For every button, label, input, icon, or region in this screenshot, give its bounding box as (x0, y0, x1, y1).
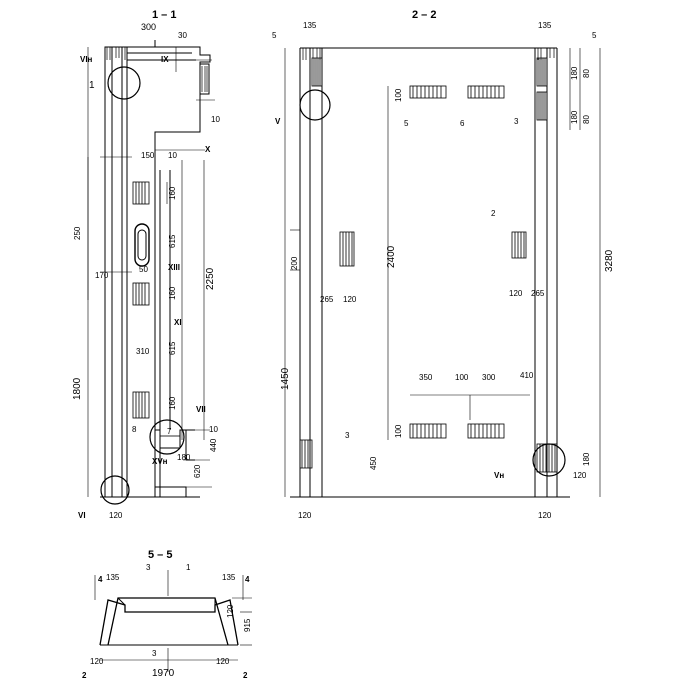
view-1-1-title: 1 – 1 (152, 9, 177, 21)
mark-4-left: 4 (98, 575, 103, 584)
callout-5: 5 (404, 119, 409, 128)
dim-160b: 160 (168, 286, 177, 300)
dim-265b: 265 (531, 289, 545, 298)
mark-xvn: XVн (152, 457, 168, 466)
dim-180: 180 (177, 453, 191, 462)
dim-120-v11: 120 (109, 511, 123, 520)
dim-right-135: 135 (538, 21, 552, 30)
dim-3-bottom: 3 (152, 649, 157, 658)
dim-left-5: 5 (272, 31, 277, 40)
dim-180c: 180 (582, 452, 591, 466)
mark-vn: Vн (494, 471, 505, 480)
dim-160c: 160 (168, 396, 177, 410)
dim-120-55l: 120 (90, 657, 104, 666)
mark-xiii: XIII (168, 263, 181, 272)
mark-v: V (275, 117, 281, 126)
dim-100a: 100 (394, 88, 403, 102)
dim-135b: 135 (222, 573, 236, 582)
callout-7: 7 (167, 427, 172, 436)
callout-2: 2 (491, 209, 496, 218)
dim-300: 300 (482, 373, 496, 382)
dim-80a: 80 (582, 69, 591, 78)
dim-915: 915 (243, 618, 252, 632)
dim-right-5: 5 (592, 31, 597, 40)
mark-1-top: 1 (186, 563, 191, 572)
dim-620: 620 (193, 464, 202, 478)
callout-1: 1 (89, 80, 95, 91)
dim-135a: 135 (106, 573, 120, 582)
mark-2-left: 2 (82, 671, 87, 680)
dim-10: 10 (168, 151, 177, 160)
dim-250: 250 (73, 226, 82, 240)
mark-xi: XI (174, 318, 182, 327)
dim-410: 410 (520, 371, 534, 380)
callout-3a: 3 (514, 117, 519, 126)
callout-6: 6 (460, 119, 465, 128)
mark-vi: VI (78, 511, 86, 520)
dim-120c: 120 (573, 471, 587, 480)
dim-3280: 3280 (604, 249, 615, 272)
dim-120-br: 120 (538, 511, 552, 520)
dim-120-55r: 120 (216, 657, 230, 666)
dim-615a: 615 (168, 234, 177, 248)
mark-4-right: 4 (245, 575, 250, 584)
dim-350: 350 (419, 373, 433, 382)
dim-2250: 2250 (205, 267, 216, 290)
mark-2-right: 2 (243, 671, 248, 680)
dim-10b: 10 (209, 425, 218, 434)
dim-1970: 1970 (152, 668, 175, 679)
mark-ix: IX (161, 55, 169, 64)
dim-300: 300 (141, 22, 157, 32)
dim-100c: 100 (394, 424, 403, 438)
dim-450: 450 (369, 456, 378, 470)
callout-3b: 3 (345, 431, 350, 440)
dim-180a: 180 (570, 66, 579, 80)
dim-80b: 80 (582, 115, 591, 124)
dim-left-135: 135 (303, 21, 317, 30)
dim-50: 50 (139, 265, 148, 274)
dim-265a: 265 (320, 295, 334, 304)
dim-1800: 1800 (72, 377, 83, 400)
dim-150: 150 (141, 151, 155, 160)
dim-120-55: 120 (226, 604, 235, 618)
mark-vii: VII (196, 405, 206, 414)
dim-10-right: 10 (211, 115, 220, 124)
dim-120b: 120 (509, 289, 523, 298)
dim-310: 310 (136, 347, 150, 356)
mark-x: X (205, 145, 211, 154)
dim-440: 440 (209, 438, 218, 452)
dim-160a: 160 (168, 186, 177, 200)
view-2-2-title: 2 – 2 (412, 9, 437, 21)
mark-3-top: 3 (146, 563, 151, 572)
dim-200: 200 (290, 256, 299, 270)
callout-8: 8 (132, 425, 137, 434)
dim-120-bl: 120 (298, 511, 312, 520)
dim-180b: 180 (570, 110, 579, 124)
mark-vin: VIн (80, 55, 93, 64)
dim-100b: 100 (455, 373, 469, 382)
dim-120a: 120 (343, 295, 357, 304)
dim-615b: 615 (168, 341, 177, 355)
dim-1450: 1450 (280, 367, 291, 390)
view-5-5-title: 5 – 5 (148, 549, 173, 561)
dim-170: 170 (95, 271, 109, 280)
dim-2400: 2400 (386, 245, 397, 268)
dim-30: 30 (178, 31, 187, 40)
